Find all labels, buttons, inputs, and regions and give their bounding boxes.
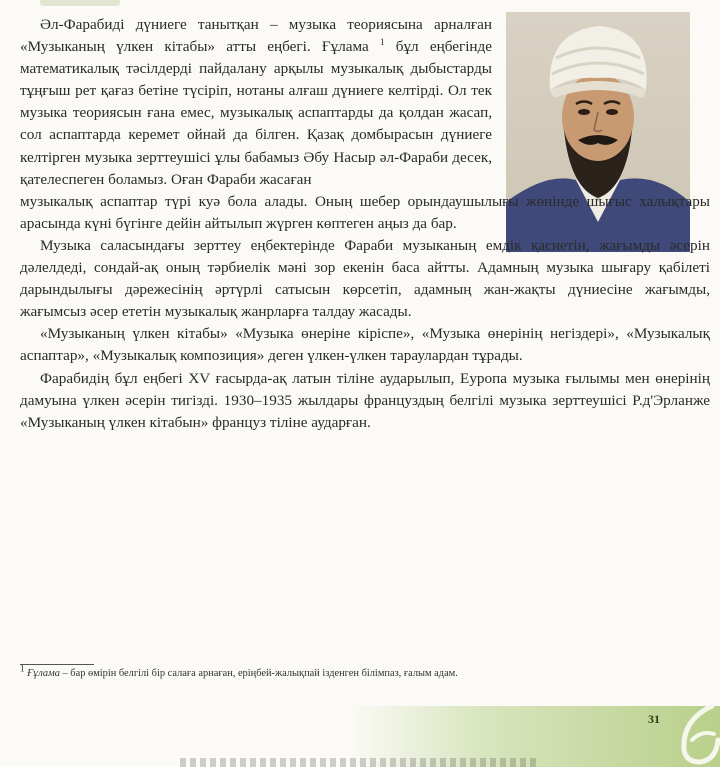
cut-off-text-line bbox=[180, 758, 540, 767]
leaf-ornament-icon bbox=[672, 700, 720, 767]
paragraph-1 bbox=[20, 14, 492, 191]
paragraph-1-text: Әл-Фарабиді дүниеге танытқан – музыка теориясына арналған «Музыканың үлкен кітабы» атты еңбегі. Ғұлама bbox=[20, 16, 492, 56]
footnote bbox=[20, 663, 692, 681]
footnote-reference[interactable]: 1 bbox=[380, 37, 385, 48]
footnote-number: 1 bbox=[20, 663, 25, 674]
top-decoration bbox=[40, 0, 120, 6]
footnote-text: – бар өмірін белгілі бір салаға арнаған, еріңбей-жалықпай ізденген білімпаз, ғалым адам. bbox=[62, 668, 458, 679]
paragraph-4: Фарабидің бұл еңбегі XV ғасырда-ақ латын тіліне аударылып, Еуропа музыка ғылымы мен өнерінің дамуына үлкен әсерін тигізді. 1930–1935 жылдары француздың белгілі музыка зерттеушісі Р.д'Эрланже «Музыканың үлкен кітабын» француз тіліне аударған. bbox=[20, 369, 710, 431]
body-text bbox=[20, 14, 710, 434]
paragraph-3: «Музыканың үлкен кітабы» «Музыка өнеріне кіріспе», «Музыка өнерінің негіздері», «Музыкалық аспаптар», «Музыкалық композиция» деген үлкен-үлкен тараулардан тұрады. bbox=[20, 325, 710, 365]
paragraph-1-wide: музыкалық аспаптар түрі куә бола алады. Оның шебер орындаушылығы жөнінде шығыс халықтары арасында күні бүгінге дейін айтылып жүрген көптеген аңыз да бар. bbox=[20, 192, 710, 232]
footnote-rule bbox=[20, 664, 94, 665]
paragraph-2: Музыка саласындағы зерттеу еңбектерінде Фараби музыканың емдік қасиетін, жағымды әсерін дәлелдеді, сондай-ақ оның тәрбиелік мәні зор екенін баса айтты. Адамның музыка шығару қабілеті дарындылығы дәрежесінің әртүрлі сатысын көрсетіп, адамның жан-жақты дүниесіне жағымды, жағымсыз әсер ететін музыкалық жанрларға талдау жасады. bbox=[20, 236, 710, 321]
paragraph-1-continuation: бұл еңбегінде математикалық тәсілдерді пайдалану арқылы музыкалық дыбыстарды тұңғыш рет қағаз бетіне түсіріп, нотаны алғаш дүниеге келтірді. Ол тек музыка теориясын ғана емес, музыкалық аспаптарды да қолдан жасап, сол аспаптарда керемет ойнай да білген. Қазақ домбырасын дүниеге келтірген музыка зерттеушісі ұлы бабамыз Әбу Насыр әл-Фараби десек, қателеспеген боламыз. Оған Фараби жасаған bbox=[20, 38, 493, 188]
footnote-term: Ғұлама bbox=[27, 668, 60, 679]
page-number: 31 bbox=[648, 712, 660, 726]
